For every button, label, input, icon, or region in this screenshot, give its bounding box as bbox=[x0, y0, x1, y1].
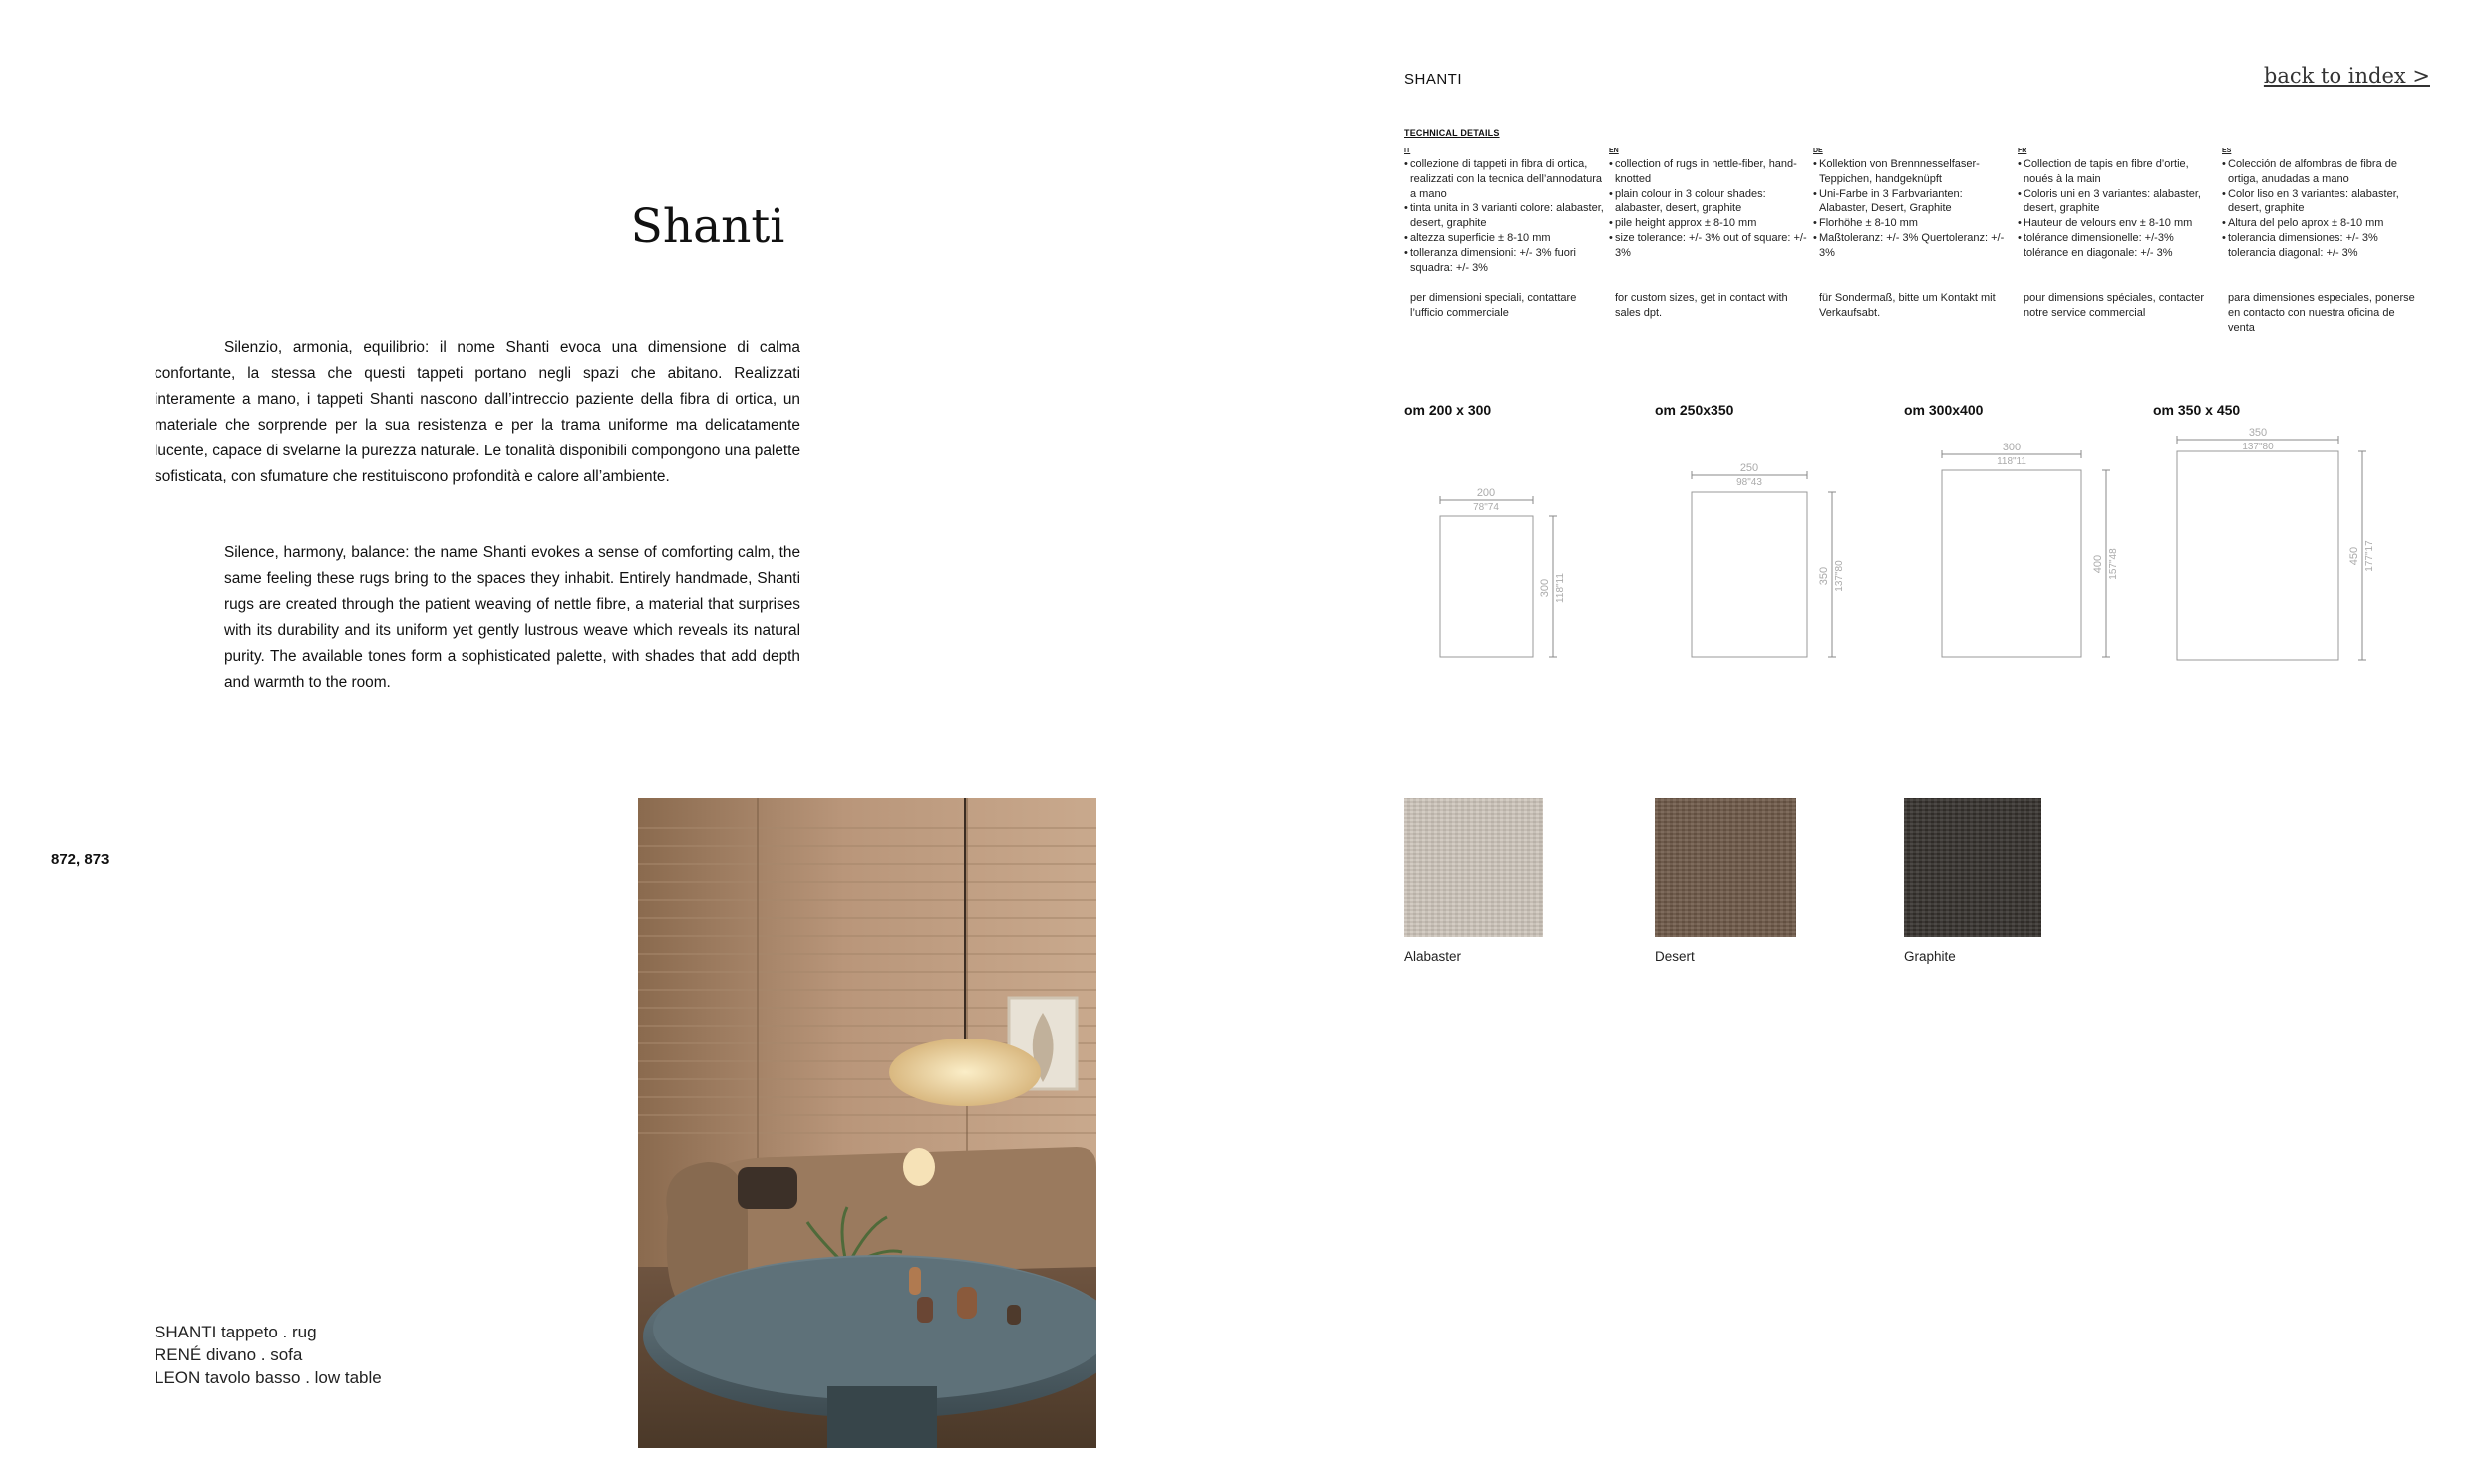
length-inches: 118"11 bbox=[1555, 573, 1566, 603]
tech-column-en bbox=[1609, 146, 1808, 319]
caption-rug: SHANTI tappeto . rug bbox=[155, 1323, 317, 1341]
spec-item: • Altura del pelo aprox ± 8-10 mm bbox=[2222, 216, 2421, 231]
swatch-graphite bbox=[1904, 798, 2041, 937]
rug-outline bbox=[1692, 492, 1807, 657]
language-code: IT bbox=[1404, 148, 1411, 154]
spec-item: • Uni-Farbe in 3 Farbvarianten: Alabaster, Desert, Graphite bbox=[1813, 187, 2013, 217]
rug-outline bbox=[1440, 516, 1533, 657]
rug-diagram-350x450 bbox=[2177, 427, 2375, 660]
spec-list bbox=[2222, 157, 2421, 261]
spec-item: • size tolerance: +/- 3% out of square: +/- 3% bbox=[1609, 231, 1808, 261]
page-numbers: 872, 873 bbox=[51, 851, 110, 868]
swatch-label-desert: Desert bbox=[1655, 949, 1695, 964]
custom-size-note: pour dimensions spéciales, contacter notre service commercial bbox=[2024, 292, 2204, 319]
living-room-illustration bbox=[638, 798, 1096, 1448]
spec-item: • altezza superficie ± 8-10 mm bbox=[1404, 231, 1604, 246]
spec-item: • Colección de alfombras de fibra de ortiga, anudadas a mano bbox=[2222, 157, 2421, 187]
size-label-250x350: om 250x350 bbox=[1655, 402, 1734, 418]
length-inches: 137"80 bbox=[1834, 560, 1845, 592]
rug-diagram-300x400 bbox=[1942, 442, 2119, 657]
custom-size-note: per dimensioni speciali, contattare l’ufficio commerciale bbox=[1410, 292, 1577, 319]
language-code: DE bbox=[1813, 148, 1823, 154]
size-label-350x450: om 350 x 450 bbox=[2153, 402, 2241, 418]
spec-item: • Coloris uni en 3 variantes: alabaster, desert, graphite bbox=[2018, 187, 2217, 217]
width-inches: 137"80 bbox=[2242, 442, 2274, 452]
swatch-label-alabaster: Alabaster bbox=[1404, 949, 1462, 964]
tech-column-fr bbox=[2018, 146, 2217, 319]
spec-item: • plain colour in 3 colour shades: alabaster, desert, graphite bbox=[1609, 187, 1808, 217]
technical-details-heading: TECHNICAL DETAILS bbox=[1404, 128, 1500, 138]
room-photo bbox=[638, 798, 1096, 1448]
size-label-200x300: om 200 x 300 bbox=[1404, 402, 1492, 418]
length-cm: 350 bbox=[1818, 566, 1830, 586]
width-cm: 200 bbox=[1476, 487, 1496, 499]
spec-item: • tolleranza dimensioni: +/- 3% fuori squadra: +/- 3% bbox=[1404, 246, 1604, 276]
language-code: FR bbox=[2018, 148, 2027, 154]
description-italian: Silenzio, armonia, equilibrio: il nome Shanti evoca una dimensione di calma confortante, la stessa che questi tappeti portano negli spazi che abitano. Realizzati interamente a mano, i tappeti Shanti nascono dall’intreccio paziente della fibra di ortica, un materiale che sorprende per la sua resistenza e per la trama uniforme ma delicatamente lucente, capace di svelarne la purezza naturale. Le tonalità disponibili compongono una palette sofisticata, con sfumature che restituiscono profondità e calore all’ambiente. bbox=[155, 339, 800, 485]
spec-item: • Florhöhe ± 8-10 mm bbox=[1813, 216, 2013, 231]
length-inches: 177"17 bbox=[2364, 540, 2375, 572]
width-inches: 78"74 bbox=[1473, 502, 1499, 513]
spec-list bbox=[1813, 157, 2013, 261]
caption-sofa: RENÉ divano . sofa bbox=[155, 1345, 303, 1364]
tech-column-es bbox=[2222, 146, 2421, 334]
spec-item: • Color liso en 3 variantes: alabaster, desert, graphite bbox=[2222, 187, 2421, 217]
swatch-alabaster bbox=[1404, 798, 1543, 937]
rug-diagram-200x300 bbox=[1440, 487, 1566, 657]
spec-list bbox=[1404, 157, 1604, 275]
size-label-300x400: om 300x400 bbox=[1904, 402, 1984, 418]
language-code: ES bbox=[2222, 148, 2232, 154]
tech-column-de bbox=[1813, 146, 2013, 319]
spec-item: • Maßtoleranz: +/- 3% Quertoleranz: +/- 3% bbox=[1813, 231, 2013, 261]
width-cm: 250 bbox=[1739, 462, 1759, 474]
collection-name: SHANTI bbox=[1404, 71, 1463, 88]
spec-list bbox=[1609, 157, 1808, 261]
page-title: Shanti bbox=[630, 199, 785, 254]
width-inches: 118"11 bbox=[1997, 456, 2026, 467]
rug-size-diagrams bbox=[1396, 419, 2402, 678]
spec-item: • collection of rugs in nettle-fiber, hand-knotted bbox=[1609, 157, 1808, 187]
custom-size-note: für Sondermaß, bitte um Kontakt mit Verkaufsabt. bbox=[1819, 292, 1996, 319]
length-cm: 450 bbox=[2348, 546, 2360, 566]
caption-table: LEON tavolo basso . low table bbox=[155, 1368, 382, 1387]
width-cm: 350 bbox=[2248, 427, 2268, 439]
custom-size-note: for custom sizes, get in contact with sales dpt. bbox=[1615, 292, 1788, 319]
description-english: Silence, harmony, balance: the name Shanti evokes a sense of comforting calm, the same feeling these rugs bring to the spaces they inhabit. Entirely handmade, Shanti rugs are created through the patient weaving of nettle fibre, a material that surprises with its durability and its uniform yet gently lustrous weave which reveals its natural purity. The available tones form a sophisticated palette, with shades that add depth and warmth to the room. bbox=[224, 544, 800, 691]
swatch-label-graphite: Graphite bbox=[1904, 949, 1956, 964]
tech-column-it bbox=[1404, 146, 1604, 319]
rug-diagram-250x350 bbox=[1692, 462, 1845, 657]
spec-list bbox=[2018, 157, 2217, 261]
spec-item: • Kollektion von Brennnesselfaser-Teppichen, handgeknüpft bbox=[1813, 157, 2013, 187]
language-code: EN bbox=[1609, 148, 1619, 154]
spec-item: • tolérance dimensionelle: +/-3% tolérance en diagonale: +/- 3% bbox=[2018, 231, 2217, 261]
width-inches: 98"43 bbox=[1736, 477, 1762, 488]
spec-item: • Hauteur de velours env ± 8-10 mm bbox=[2018, 216, 2217, 231]
custom-size-note: para dimensiones especiales, ponerse en contacto con nuestra oficina de venta bbox=[2228, 292, 2415, 334]
back-to-index-link[interactable]: back to index > bbox=[2263, 64, 2430, 88]
width-cm: 300 bbox=[2002, 442, 2022, 453]
length-inches: 157"48 bbox=[2108, 548, 2119, 580]
rug-outline bbox=[2177, 451, 2338, 660]
rug-outline bbox=[1942, 470, 2081, 657]
spec-item: • tolerancia dimensiones: +/- 3% tolerancia diagonal: +/- 3% bbox=[2222, 231, 2421, 261]
length-cm: 400 bbox=[2092, 554, 2104, 574]
spec-item: • tinta unita in 3 varianti colore: alabaster, desert, graphite bbox=[1404, 201, 1604, 231]
length-cm: 300 bbox=[1539, 578, 1551, 598]
spec-item: • pile height approx ± 8-10 mm bbox=[1609, 216, 1808, 231]
spec-item: • collezione di tappeti in fibra di ortica, realizzati con la tecnica dell’annodatura a mano bbox=[1404, 157, 1604, 201]
spec-item: • Collection de tapis en fibre d’ortie, noués à la main bbox=[2018, 157, 2217, 187]
swatch-desert bbox=[1655, 798, 1796, 937]
